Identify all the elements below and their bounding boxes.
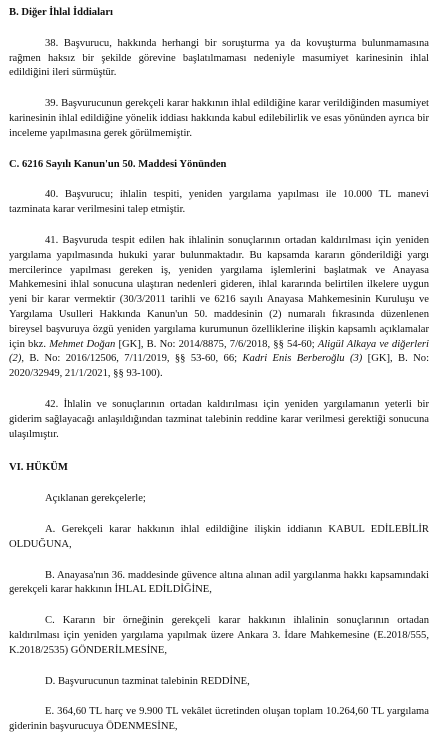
section-c-heading: C. 6216 Sayılı Kanun'un 50. Maddesi Yönünden: [9, 158, 227, 170]
paragraph-41: [9, 234, 429, 382]
paragraph-40: 40. Başvurucu; ihlalin tespiti, yeniden yargılama yapılması ile 10.000 TL manevi tazminata karar verilmesini talep etmiştir.: [9, 189, 429, 216]
judgment-intro: Açıklanan gerekçelerle;: [45, 493, 146, 505]
judgment-item-e: E. 364,60 TL harç ve 9.900 TL vekâlet ücretinden oluşan toplam 10.264,60 TL yargılama giderinin başvurucuya ÖDENMESİNE,: [9, 706, 429, 733]
section-b-heading: B. Diğer İhlal İddiaları: [9, 7, 113, 18]
paragraph-38: 38. Başvurucu, hakkında herhangi bir soruşturma ya da kovuşturma bulunmamasına rağmen haksız bir şekilde görevine başlatılmaması nedeniyle masumiyet karinesinin ihlal edildiğini ileri sürmüştür.: [9, 37, 429, 79]
judgment-item-c: C. Kararın bir örneğinin gerekçeli karar hakkının ihlalinin sonuçlarının ortadan kaldırılması için yeniden yargılama yapılmak üzere Ankara 3. İdare Mahkemesine (E.2018/555, K.2018/2535) GÖNDERİLMESİNE,: [9, 615, 429, 656]
judgment-item-b: B. Anayasa'nın 36. maddesinde güvence altına alınan adil yargılanma hakkı kapsamındaki gerekçeli karar hakkının İHLAL EDİLDİĞİNE,: [9, 569, 429, 596]
paragraph-41-text-3: , B. No: 2016/12506, 7/11/2019, §§ 53-60, 66;: [21, 353, 243, 365]
paragraph-39: 39. Başvurucunun gerekçeli karar hakkının ihlal edildiğine karar verildiğinden masumiyet karinesinin ihlal edildiğine yönelik iddiası hakkında kabul edilebilirlik ve esas yönünden ayrıca bir inceleme yapılmasına gerek görülmemiştir.: [9, 98, 429, 139]
judgment-item-d: D. Başvurucunun tazminat talebinin REDDİNE,: [45, 675, 250, 687]
case-name-2: Aligül Alkaya ve diğerleri (2): [9, 338, 429, 365]
case-name-3: Kadri Enis Berberoğlu (3): [242, 353, 363, 365]
paragraph-41-text-1: 41. Başvuruda tespit edilen hak ihlalinin sonuçlarının ortadan kaldırılması için yeniden yargılama yapılmasında hukuki yarar bulunmaktadır. Bu kapsamda kararın gönderildiği yargı mercilerince yapılması gereken iş, yeniden yargılama işlemlerini başlatmak ve Anayasa Mahkemesini ihlal sonucuna ulaştıran nedenleri gideren, ihlal kararında belirtilen ilkelere uygun yeni bir karar vermektir (30/3/2011 tarihli ve 6216 sayılı Anayasa Mahkemesinin Kuruluşu ve Yargılama Usulleri Hakkında Kanun'un 50. maddesinin (2) numaralı fıkrasında düzenlenen bireysel başvuruya özgü yeniden yargılama kurumunun özelliklerine ilişkin kapsamlı açıklamalar için bkz.: [9, 234, 429, 350]
case-name-1: Mehmet Doğan: [49, 338, 116, 350]
paragraph-42: 42. İhlalin ve sonuçlarının ortadan kaldırılması için yeniden yargılamanın yeterli bir giderim sağlayacağı anlaşıldığından tazminat talebinin reddine karar verilmesi gerektiği sonucuna ulaşılmıştır.: [9, 398, 429, 440]
paragraph-41-text-4: [GK], B. No: 2020/32949, 21/1/2021, §§ 93-100).: [9, 353, 430, 380]
section-vi-heading: VI. HÜKÜM: [9, 462, 68, 474]
judgment-item-a: A. Gerekçeli karar hakkının ihlal edildiğine ilişkin iddianın KABUL EDİLEBİLİR OLDUĞUNA,: [9, 523, 429, 550]
paragraph-41-text-2: [GK], B. No: 2014/8875, 7/6/2018, §§ 54-60;: [115, 338, 318, 350]
